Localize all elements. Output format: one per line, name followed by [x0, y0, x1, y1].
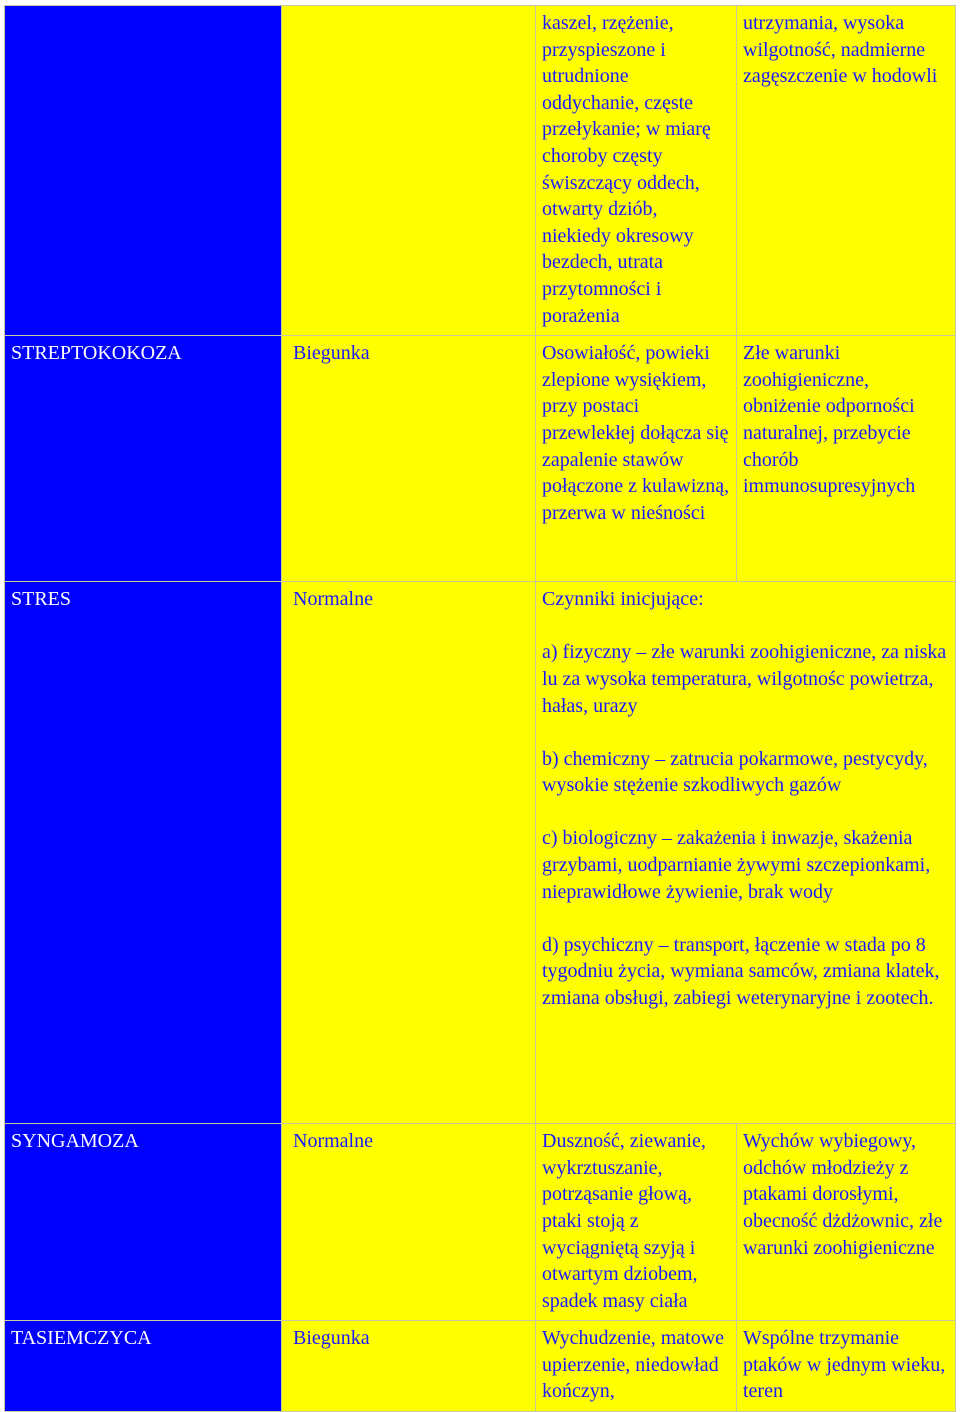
course-cell	[282, 6, 536, 336]
table-row	[5, 582, 956, 1124]
disease-name-cell: STREPTOKOKOZA	[5, 336, 282, 582]
disease-name-cell: SYNGAMOZA	[5, 1124, 282, 1321]
symptoms-cell: Wychudzenie, matowe upierzenie, niedowład kończyn,	[536, 1321, 737, 1412]
disease-table	[4, 5, 956, 1412]
table-row	[5, 1124, 956, 1321]
course-cell: Normalne	[282, 1124, 536, 1321]
course-cell: Normalne	[282, 582, 536, 1124]
stress-factor-item: b) chemiczny – zatrucia pokarmowe, pestycydy, wysokie stężenie szkodliwych gazów	[542, 747, 928, 797]
disease-name-cell: TASIEMCZYCA	[5, 1321, 282, 1412]
course-cell: Biegunka	[282, 1321, 536, 1412]
stress-factors-intro: Czynniki inicjujące:	[542, 588, 704, 611]
causes-cell: Wychów wybiegowy, odchów młodzieży z ptakami dorosłymi, obecność dżdżownic, złe warunki zoohigieniczne	[737, 1124, 956, 1321]
table-row	[5, 1321, 956, 1412]
symptoms-cell: kaszel, rzężenie, przyspieszone i utrudnione oddychanie, częste przełykanie; w miarę choroby częsty świszczący oddech, otwarty dziób, niekiedy okresowy bezdech, utrata przytomności i porażenia	[536, 6, 737, 336]
stress-factors-cell	[536, 582, 956, 1124]
causes-cell: Złe warunki zoohigieniczne, obniżenie odporności naturalnej, przebycie chorób immunosupresyjnych	[737, 336, 956, 582]
causes-cell: Wspólne trzymanie ptaków w jednym wieku, teren	[737, 1321, 956, 1412]
symptoms-cell: Duszność, ziewanie, wykrztuszanie, potrząsanie głową, ptaki stoją z wyciągniętą szyją i otwartym dziobem, spadek masy ciała	[536, 1124, 737, 1321]
course-cell: Biegunka	[282, 336, 536, 582]
stress-factor-item: d) psychiczny – transport, łączenie w stada po 8 tygodniu życia, wymiana samców, zmiana klatek, zmiana obsługi, zabiegi weterynaryjne i zootech.	[542, 933, 940, 1010]
disease-name-cell: STRES	[5, 582, 282, 1124]
stress-factor-item: c) biologiczny – zakażenia i inwazje, skażenia grzybami, uodparnianie żywymi szczepionkami, nieprawidłowe żywienie, brak wody	[542, 827, 931, 903]
table-row	[5, 6, 956, 336]
stress-factor-item: a) fizyczny – złe warunki zoohigieniczne, za niska lu za wysoka temperatura, wilgotnośc powietrza, hałas, urazy	[542, 641, 947, 717]
causes-cell: utrzymania, wysoka wilgotność, nadmierne zagęszczenie w hodowli	[737, 6, 956, 336]
symptoms-cell: Osowiałość, powieki zlepione wysiękiem, przy postaci przewlekłej dołącza się zapalenie stawów połączone z kulawizną, przerwa w nieśności	[536, 336, 737, 582]
table-row	[5, 336, 956, 582]
disease-name-cell	[5, 6, 282, 336]
